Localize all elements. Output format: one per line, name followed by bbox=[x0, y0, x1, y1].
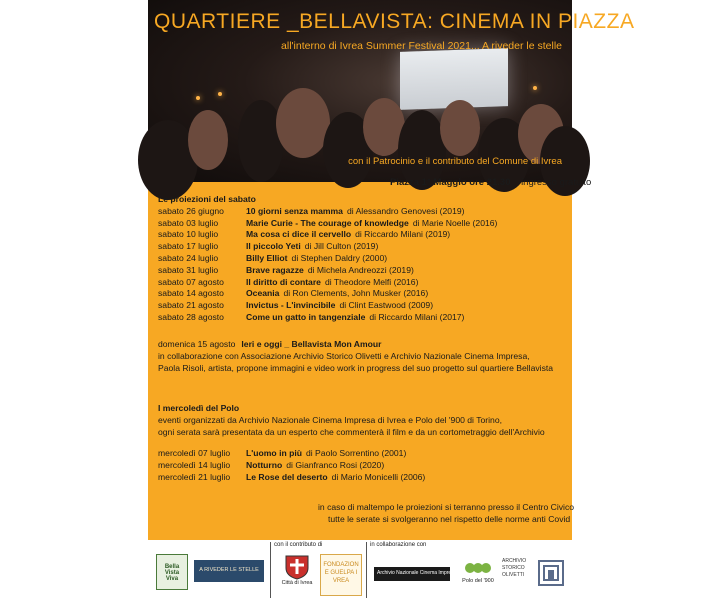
spacer bbox=[158, 438, 545, 448]
screening-date: sabato 26 giugno bbox=[158, 205, 224, 216]
screening-film: Come un gatto in tangenziale bbox=[246, 311, 366, 322]
olivetti-archive-logo bbox=[502, 556, 534, 590]
polo-heading: I mercoledì del Polo bbox=[158, 403, 240, 413]
screening-row bbox=[158, 300, 497, 312]
screening-row bbox=[158, 312, 497, 324]
screening-film: Billy Elliot bbox=[246, 252, 288, 263]
archive-mark-icon bbox=[540, 562, 562, 584]
screening-date: sabato 14 agosto bbox=[158, 288, 224, 299]
screening-row bbox=[158, 460, 545, 472]
screening-credit: di Theodore Melfi (2016) bbox=[324, 276, 419, 287]
bellavista-logo bbox=[156, 554, 188, 590]
polo-line: eventi organizzati da Archivio Nazionale Cinema Impresa di Ivrea e Polo del '900 di Torino, bbox=[158, 414, 502, 425]
polo-line: ogni serata sarà presentata da un esperto che commenterà il film e da un cortometraggio dell'Archivio bbox=[158, 426, 545, 437]
screening-date: mercoledì 21 luglio bbox=[158, 471, 231, 482]
venue-place-time: Piazza 1° Maggio ore 21.30 bbox=[390, 177, 511, 188]
polo-program bbox=[158, 403, 545, 484]
screening-film: 10 giorni senza mamma bbox=[246, 205, 343, 216]
screening-row bbox=[158, 448, 545, 460]
screening-date: mercoledì 14 luglio bbox=[158, 460, 231, 471]
polo-900-text: Polo del '900 bbox=[462, 578, 494, 584]
screening-film: Notturno bbox=[246, 460, 283, 471]
venue-entry: ingresso gratuito bbox=[521, 177, 592, 188]
hero-photo bbox=[148, 0, 635, 182]
special-line: in collaborazione con Associazione Archivio Storico Olivetti e Archivio Nazionale Cinema Impresa, bbox=[158, 350, 530, 361]
screening-row bbox=[158, 472, 545, 484]
screening-date: mercoledì 07 luglio bbox=[158, 448, 231, 459]
bellavista-logo-text: Bella Vista Viva bbox=[164, 564, 180, 582]
screening-film: Oceania bbox=[246, 288, 280, 299]
screening-date: sabato 21 agosto bbox=[158, 300, 224, 311]
riveder-stelle-logo bbox=[194, 560, 264, 582]
screening-film: Marie Curie - The courage of knowledge bbox=[246, 217, 409, 228]
screening-credit: di Stephen Daldry (2000) bbox=[291, 252, 388, 263]
footer-divider bbox=[366, 542, 367, 598]
screening-date: sabato 31 luglio bbox=[158, 264, 219, 275]
screening-credit: di Jill Culton (2019) bbox=[304, 241, 379, 252]
poster-title: QUARTIERE _BELLAVISTA: CINEMA IN PIAZZA bbox=[154, 10, 635, 33]
screening-credit: di Ron Clements, John Musker (2016) bbox=[283, 288, 429, 299]
riveder-stelle-text: A RIVEDER LE STELLE bbox=[199, 567, 259, 573]
screening-date: sabato 28 agosto bbox=[158, 311, 224, 322]
covid-note: tutte le serate si svolgeranno nel rispetto delle norme anti Covid bbox=[328, 514, 571, 524]
contrib-caption: con il contributo di bbox=[274, 542, 323, 548]
screening-date: sabato 24 luglio bbox=[158, 252, 219, 263]
screening-row bbox=[158, 265, 497, 277]
screening-credit: di Mario Monicelli (2006) bbox=[331, 471, 426, 482]
archivio-cinema-text: Archivio Nazionale Cinema Impresa bbox=[377, 570, 457, 576]
screening-film: Brave ragazze bbox=[246, 264, 304, 275]
screening-credit: di Alessandro Genovesi (2019) bbox=[346, 205, 465, 216]
footer-divider bbox=[270, 542, 271, 598]
special-heading bbox=[158, 339, 553, 351]
olivetti-logo-text: ARCHIVIO STORICO OLIVETTI bbox=[502, 558, 527, 578]
screening-credit: di Riccardo Milani (2017) bbox=[369, 311, 465, 322]
screening-film: Invictus - L'invincibile bbox=[246, 300, 336, 311]
ivrea-crest-logo bbox=[282, 554, 312, 586]
audience-silhouette bbox=[440, 100, 480, 156]
audience-silhouette bbox=[276, 88, 330, 158]
screening-row bbox=[158, 229, 497, 241]
screening-row bbox=[158, 277, 497, 289]
screening-row bbox=[158, 218, 497, 230]
weather-note: in caso di maltempo le proiezioni si terranno presso il Centro Civico bbox=[318, 502, 575, 512]
audience-silhouette bbox=[188, 110, 228, 170]
screening-film: Ma cosa ci dice il cervello bbox=[246, 229, 352, 240]
screening-film: Il diritto di contare bbox=[246, 276, 321, 287]
patronage-line: con il Patrocinio e il contributo del Comune di Ivrea bbox=[348, 156, 562, 167]
screening-credit: di Riccardo Milani (2019) bbox=[355, 229, 451, 240]
saturday-program bbox=[158, 194, 497, 324]
special-line: Paola Risoli, artista, propone immagini e video work in progress del suo progetto sul quartiere Bellavista bbox=[158, 362, 554, 373]
screening-row bbox=[158, 206, 497, 218]
screening-credit: di Marie Noelle (2016) bbox=[412, 217, 498, 228]
polo-900-logo bbox=[458, 560, 498, 590]
polo-900-icon bbox=[465, 560, 491, 576]
screening-film: Le Rose del deserto bbox=[246, 471, 328, 482]
venue-line bbox=[390, 177, 591, 189]
screening-date: sabato 17 luglio bbox=[158, 241, 219, 252]
event-poster bbox=[148, 0, 635, 600]
saturday-heading: Le proiezioni del sabato bbox=[158, 194, 256, 204]
screening-credit: di Paolo Sorrentino (2001) bbox=[305, 448, 407, 459]
screening-row bbox=[158, 253, 497, 265]
special-title: Ieri e oggi _ Bellavista Mon Amour bbox=[241, 339, 382, 349]
special-date: domenica 15 agosto bbox=[158, 339, 236, 349]
fondazione-guelpa-logo bbox=[320, 554, 362, 596]
street-lamp bbox=[533, 86, 537, 90]
archive-mark-logo bbox=[538, 560, 564, 586]
screening-row bbox=[158, 288, 497, 300]
screening-date: sabato 03 luglio bbox=[158, 217, 219, 228]
street-lamp bbox=[218, 92, 222, 96]
screening-credit: di Clint Eastwood (2009) bbox=[339, 300, 434, 311]
sponsor-footer bbox=[148, 540, 572, 600]
special-event bbox=[158, 339, 553, 374]
screening-row bbox=[158, 241, 497, 253]
screening-credit: di Gianfranco Rosi (2020) bbox=[286, 460, 385, 471]
ivrea-crest-icon bbox=[282, 554, 312, 580]
screening-film: Il piccolo Yeti bbox=[246, 241, 301, 252]
fondazione-logo-text: FONDAZIONE GUELPA IVREA bbox=[323, 562, 359, 584]
street-lamp bbox=[196, 96, 200, 100]
screening-credit: di Michela Andreozzi (2019) bbox=[307, 264, 414, 275]
poster-subtitle: all'interno di Ivrea Summer Festival 2021... A riveder le stelle bbox=[281, 40, 562, 52]
collab-caption: in collaborazione con bbox=[370, 542, 427, 548]
screening-date: sabato 07 agosto bbox=[158, 276, 224, 287]
archivio-cinema-logo bbox=[374, 567, 457, 581]
screening-date: sabato 10 luglio bbox=[158, 229, 219, 240]
ivrea-logo-text: Città di Ivrea bbox=[281, 580, 313, 586]
screening-film: L'uomo in più bbox=[246, 448, 302, 459]
